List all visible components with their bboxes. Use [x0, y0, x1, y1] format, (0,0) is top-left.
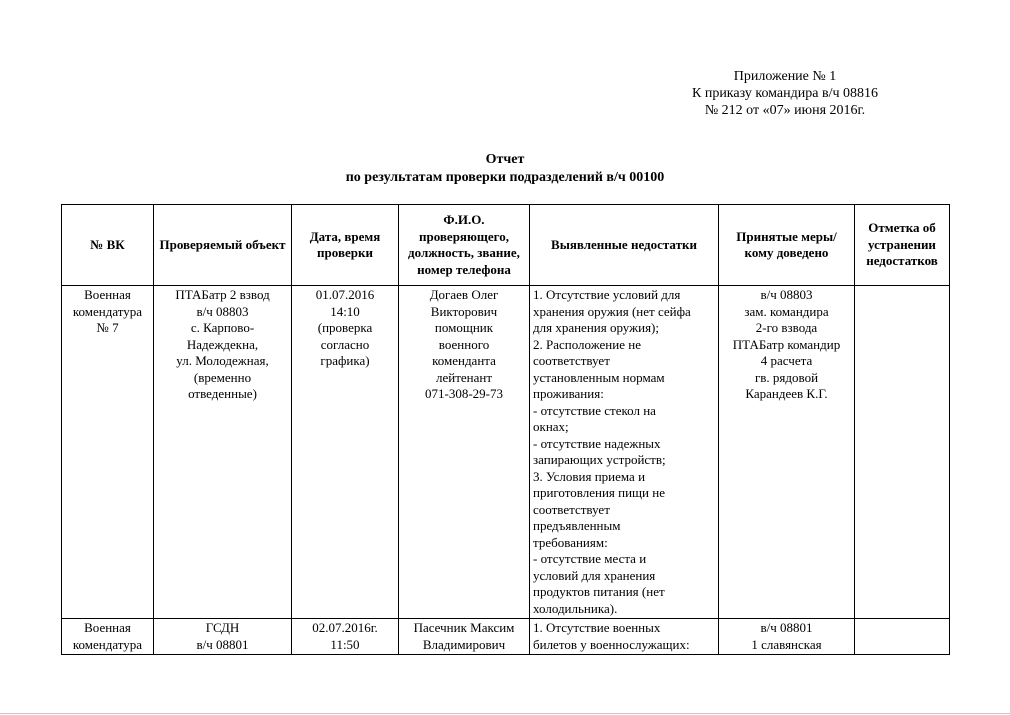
cell-line: холодильника). [533, 600, 618, 616]
cell-line: запирающих устройств; [533, 452, 666, 467]
header-defects: Выявленные недостатки [530, 205, 719, 286]
cell-line: 11:50 [330, 636, 360, 652]
cell-line: требованиям: [533, 534, 608, 550]
header-inspector: Ф.И.О. проверяющего, должность, звание, номер телефона [399, 205, 530, 286]
report-title-line-1: Отчет [485, 152, 525, 167]
cell-line: 14:10 [330, 303, 360, 319]
cell-line: приготовления пищи не [533, 485, 665, 500]
cell-line: 4 расчета [760, 353, 813, 368]
header-object: Проверяемый объект [154, 205, 292, 286]
cell-line: соответствует [533, 501, 610, 517]
cell-line: коменданта [432, 353, 496, 368]
cell-line: - отсутствие надежных [533, 435, 661, 451]
cell-line: ул. Молодежная, [176, 353, 269, 368]
cell-date [292, 619, 399, 655]
cell-line: № 7 [96, 320, 119, 335]
cell-line: лейтенант [435, 369, 493, 385]
cell-line: предъявленным [533, 518, 621, 533]
cell-line: Военная [84, 620, 131, 635]
appendix-line-2: К приказу командира в/ч 08816 [691, 86, 879, 101]
cell-line: 1. Отсутствие военных [533, 620, 661, 635]
appendix-header [640, 68, 930, 119]
cell-line: Пасечник Максим [413, 620, 515, 635]
cell-measures [719, 619, 855, 655]
cell-date [292, 286, 399, 619]
cell-line: в/ч 08801 [196, 636, 249, 652]
cell-line: ПТАБатр 2 взвод [175, 287, 270, 302]
cell-line: в/ч 08803 [760, 287, 813, 302]
cell-line: 2. Расположение не [533, 336, 641, 352]
cell-line: в/ч 08801 [760, 620, 813, 635]
cell-vk [62, 286, 154, 619]
header-mark: Отметка об устранении недостатков [855, 205, 950, 286]
cell-line: хранения оружия (нет сейфа [533, 303, 691, 319]
cell-vk [62, 619, 154, 655]
cell-line: проживания: [533, 386, 604, 401]
table-row [62, 619, 950, 655]
cell-mark [855, 286, 950, 619]
cell-line: 01.07.2016 [315, 287, 375, 302]
cell-line: Викторович [430, 303, 498, 319]
cell-line: соответствует [533, 353, 610, 368]
cell-line: в/ч 08803 [196, 303, 249, 319]
cell-line: Владимирович [422, 636, 506, 652]
cell-line: согласно [320, 336, 370, 352]
table-header-row [62, 205, 950, 286]
cell-line: военного [438, 336, 490, 352]
cell-line: комендатура [72, 636, 143, 652]
cell-line: продуктов питания (нет [533, 584, 665, 599]
cell-object [154, 286, 292, 619]
cell-line: комендатура [72, 303, 143, 319]
cell-mark [855, 619, 950, 655]
cell-line: 1 славянская [751, 636, 822, 652]
cell-line: для хранения оружия); [533, 320, 659, 335]
cell-line: ПТАБатр командир [732, 336, 841, 352]
cell-line: (проверка [317, 320, 373, 335]
cell-line: графика) [320, 353, 370, 368]
cell-object [154, 619, 292, 655]
cell-line: Догаев Олег [429, 287, 499, 302]
cell-line: 1. Отсутствие условий для [533, 287, 681, 302]
cell-line: установленным нормам [533, 369, 665, 385]
header-vk: № ВК [62, 205, 154, 286]
report-title-line-2: по результатам проверки подразделений в/ч 00100 [345, 170, 665, 185]
appendix-line-3: № 212 от «07» июня 2016г. [704, 103, 866, 118]
cell-line: билетов у военнослужащих: [533, 636, 690, 652]
cell-line: окнах; [533, 419, 569, 434]
cell-inspector [399, 286, 530, 619]
cell-line: отведенные) [188, 386, 257, 401]
cell-line: 3. Условия приема и [533, 468, 646, 484]
cell-line: Надеждекна, [186, 336, 259, 352]
cell-line: - отсутствие места и [533, 551, 647, 566]
report-title [60, 151, 950, 187]
header-measures: Принятые меры/кому доведено [719, 205, 855, 286]
header-date: Дата, время проверки [292, 205, 399, 286]
table-row [62, 286, 950, 619]
cell-line: 2-го взвода [755, 320, 818, 335]
page-bottom-rule [0, 713, 1010, 714]
cell-line: 02.07.2016г. [312, 620, 378, 635]
cell-defects [530, 619, 719, 655]
cell-line: Карандеев К.Г. [745, 386, 828, 401]
cell-line: помощник [434, 320, 494, 335]
cell-inspector [399, 619, 530, 655]
appendix-line-1: Приложение № 1 [733, 69, 837, 84]
cell-line: зам. командира [744, 303, 829, 319]
cell-line: гв. рядовой [754, 369, 819, 385]
cell-line: - отсутствие стекол на [533, 402, 656, 418]
cell-line: условий для хранения [533, 567, 656, 583]
cell-line: ГСДН [205, 620, 240, 635]
cell-line: Военная [84, 287, 131, 302]
cell-defects [530, 286, 719, 619]
cell-line: с. Карпово- [190, 320, 255, 335]
cell-line: 071-308-29-73 [425, 386, 503, 401]
report-table [61, 204, 950, 655]
cell-line: (временно [193, 369, 252, 385]
cell-measures [719, 286, 855, 619]
